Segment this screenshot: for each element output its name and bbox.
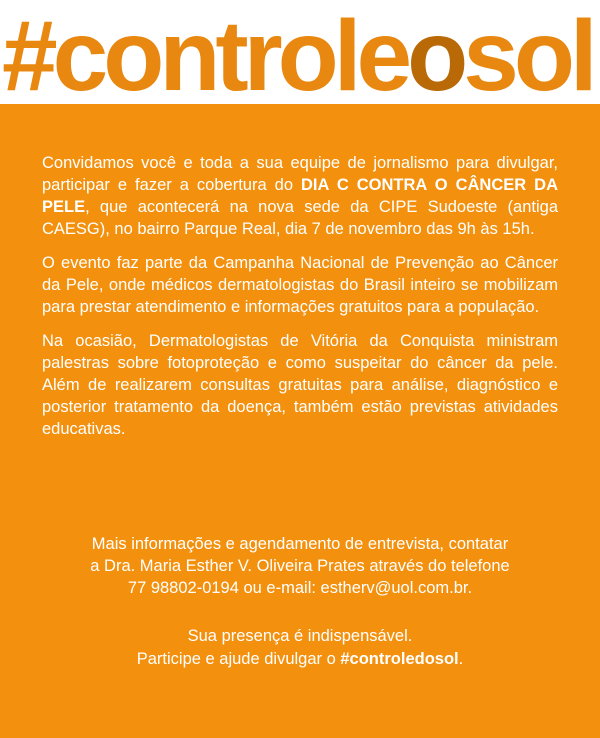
body-text: [42, 152, 558, 452]
closing-message: [42, 625, 558, 671]
invitation-text-start: Convidamos você e toda a sua equipe de jornalismo para divulgar, participar e fazer a cobertura do: [42, 154, 558, 194]
contact-line-1: Mais informações e agendamento de entrevista, contatar: [91, 535, 509, 553]
closing-line-2: [42, 648, 558, 671]
contact-line-2: a Dra. Maria Esther V. Oliveira Prates através do telefone: [90, 557, 510, 575]
hashtag-accent-letter: o: [407, 0, 464, 112]
closing-text: Participe e ajude divulgar o: [136, 650, 341, 668]
contact-info: [42, 533, 558, 599]
hashtag-part-sol: sol: [463, 0, 593, 112]
closing-hashtag: #controledosol: [340, 650, 459, 668]
hashtag-hash: #: [2, 0, 53, 112]
closing-period: .: [458, 650, 464, 668]
paragraph-activities: Na ocasião, Dermatologistas de Vitória da Conquista ministram palestras sobre fotoproteção e como suspeitar do câncer da pele. Além de realizarem consultas gratuitas para análise, diagnóstico e posterior tratamento da doença, também estão previstas atividades educativas.: [42, 332, 558, 438]
hashtag-part-controle: controle: [52, 0, 408, 112]
paragraph-invitation: [42, 152, 558, 240]
contact-line-3: 77 98802-0194 ou e-mail: estherv@uol.com.br.: [127, 579, 473, 597]
event-name-highlight: DIA C CONTRA O CÂNCER DA PELE: [42, 176, 558, 216]
closing-line-1: Sua presença é indispensável.: [187, 627, 413, 645]
paragraph-campaign: O evento faz parte da Campanha Nacional de Prevenção ao Câncer da Pele, onde médicos dermatologistas do Brasil inteiro se mobilizam para prestar atendimento e informações gratuitos para a população.: [42, 254, 558, 316]
campaign-hashtag-title: [2, 0, 593, 112]
invitation-text-end: , que acontecerá na nova sede da CIPE Sudoeste (antiga CAESG), no bairro Parque Real, dia 7 de novembro das 9h às 15h.: [42, 198, 558, 238]
